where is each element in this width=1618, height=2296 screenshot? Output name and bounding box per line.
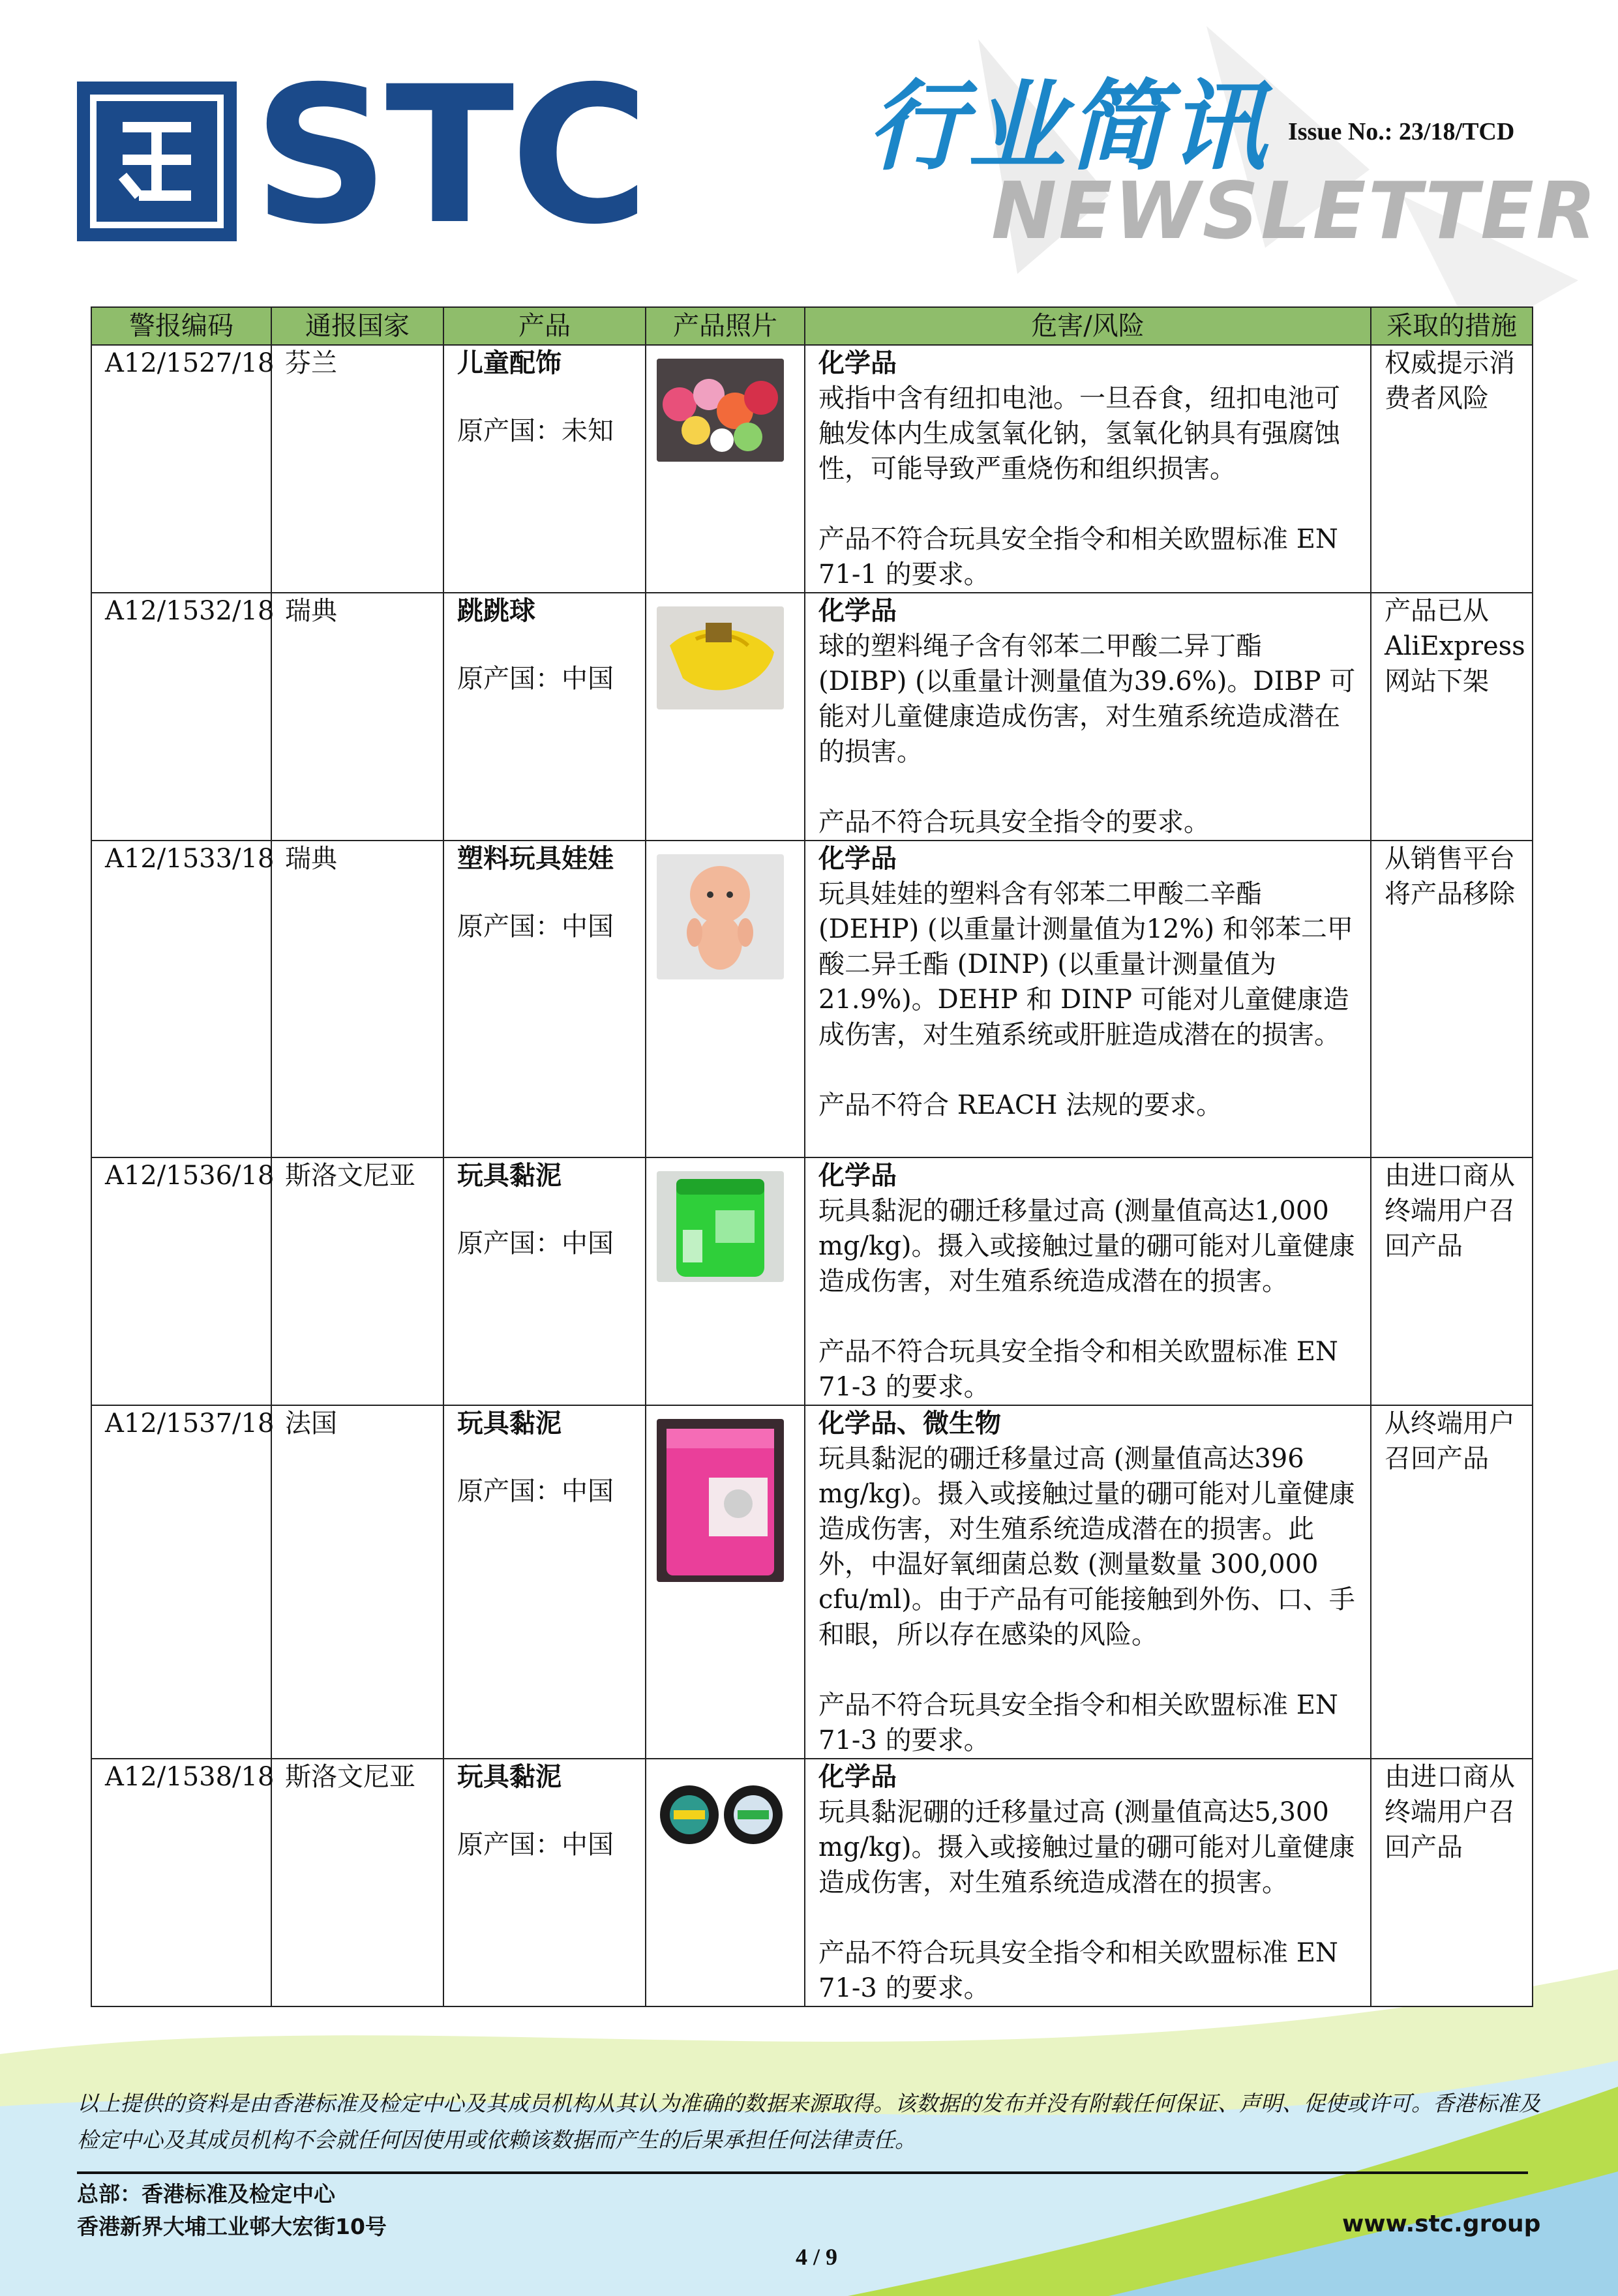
product-cell	[443, 1405, 646, 1759]
column-header-product: 产品	[443, 307, 646, 345]
compliance-note: 产品不符合 REACH 法规的要求。	[818, 1090, 1223, 1120]
product-name: 玩具黏泥	[457, 1408, 562, 1439]
photo-cell	[646, 1759, 805, 2006]
product-origin: 原产国：中国	[457, 1476, 614, 1506]
slime-tins-photo	[657, 1779, 784, 1851]
measure-taken: 从销售平台将产品移除	[1371, 841, 1533, 1157]
photo-cell	[646, 593, 805, 841]
hazard-cell	[805, 1157, 1371, 1405]
photo-cell	[646, 1157, 805, 1405]
hazard-description: 玩具黏泥的硼迁移量过高 (测量值高达1,000 mg/kg)。摄入或接触过量的硼可能对儿童健康造成伤害，对生殖系统造成潜在的损害。	[818, 1196, 1355, 1296]
product-origin: 原产国：中国	[457, 664, 614, 694]
product-name: 儿童配饰	[457, 348, 562, 378]
plastic-doll-photo	[657, 854, 784, 979]
notifying-country: 芬兰	[271, 345, 443, 593]
stc-logo	[77, 46, 683, 266]
hazard-category: 化学品	[818, 348, 897, 378]
alerts-table	[91, 306, 1533, 2007]
table-row	[91, 1759, 1533, 2006]
alert-code: A12/1527/18	[91, 345, 271, 593]
footer-divider	[77, 2171, 1528, 2174]
table-row	[91, 1405, 1533, 1759]
measure-taken: 从终端用户召回产品	[1371, 1405, 1533, 1759]
product-origin: 原产国：中国	[457, 1830, 614, 1860]
hazard-cell	[805, 841, 1371, 1157]
logo-text: STC	[253, 46, 646, 266]
product-cell	[443, 345, 646, 593]
notifying-country: 斯洛文尼亚	[271, 1157, 443, 1405]
notifying-country: 瑞典	[271, 841, 443, 1157]
website-link[interactable]: www.stc.group	[1342, 2211, 1541, 2237]
table-row	[91, 345, 1533, 593]
measure-taken: 权威提示消费者风险	[1371, 345, 1533, 593]
compliance-note: 产品不符合玩具安全指令和相关欧盟标准 EN 71-1 的要求。	[818, 524, 1338, 589]
headquarters-address	[77, 2178, 387, 2243]
address-line: 香港新界大埔工业邨大宏街10号	[77, 2214, 387, 2239]
hazard-category: 化学品	[818, 1761, 897, 1792]
hazard-description: 戒指中含有纽扣电池。一旦吞食，纽扣电池可触发体内生成氢氧化钠，氢氧化钠具有强腐蚀性，可能导致严重烧伤和组织损害。	[818, 383, 1340, 484]
hazard-description: 球的塑料绳子含有邻苯二甲酸二异丁酯 (DIBP) (以重量计测量值为39.6%)。DIBP 可能对儿童健康造成伤害，对生殖系统造成潜在的损害。	[818, 631, 1356, 767]
alert-code: A12/1536/18	[91, 1157, 271, 1405]
table-row	[91, 1157, 1533, 1405]
hazard-category: 化学品	[818, 595, 897, 626]
hazard-cell	[805, 1405, 1371, 1759]
hazard-cell	[805, 593, 1371, 841]
product-cell	[443, 1759, 646, 2006]
product-name: 塑料玩具娃娃	[457, 843, 614, 874]
bouncing-ball-photo	[657, 606, 784, 709]
table-header-row	[91, 307, 1533, 345]
product-name: 玩具黏泥	[457, 1160, 562, 1191]
children-accessories-photo	[657, 359, 784, 462]
hazard-description: 玩具黏泥的硼迁移量过高 (测量值高达396 mg/kg)。摄入或接触过量的硼可能对儿童健康造成伤害，对生殖系统造成潜在的损害。此外，中温好氧细菌总数 (测量数量 300,000 cfu/ml)。由于产品有可能接触到外伤、口、手和眼，所以存在感染的风险。	[818, 1444, 1355, 1650]
hazard-description: 玩具娃娃的塑料含有邻苯二甲酸二辛酯 (DEHP) (以重量计测量值为12%) 和邻苯二甲酸二异壬酯 (DINP) (以重量计测量值为 21.9%)。DEHP 和 DINP 可能对儿童健康造成伤害，对生殖系统或肝脏造成潜在的损害。	[818, 879, 1353, 1050]
product-cell	[443, 1157, 646, 1405]
compliance-note: 产品不符合玩具安全指令和相关欧盟标准 EN 71-3 的要求。	[818, 1690, 1338, 1755]
alert-code: A12/1533/18	[91, 841, 271, 1157]
stc-logo-mark	[77, 82, 237, 241]
product-cell	[443, 841, 646, 1157]
hazard-category: 化学品	[818, 843, 897, 874]
hazard-category: 化学品	[818, 1160, 897, 1191]
table-row	[91, 593, 1533, 841]
pink-slime-photo	[657, 1419, 784, 1582]
headquarters-label: 总部：香港标准及检定中心	[77, 2181, 335, 2207]
measure-taken: 由进口商从终端用户召回产品	[1371, 1157, 1533, 1405]
table-row	[91, 841, 1533, 1157]
compliance-note: 产品不符合玩具安全指令的要求。	[818, 807, 1210, 837]
hazard-cell	[805, 1759, 1371, 2006]
product-cell	[443, 593, 646, 841]
alert-code: A12/1537/18	[91, 1405, 271, 1759]
product-origin: 原产国：未知	[457, 416, 614, 446]
alert-code: A12/1538/18	[91, 1759, 271, 2006]
column-header-code: 警报编码	[91, 307, 271, 345]
column-header-hazard: 危害/风险	[805, 307, 1371, 345]
product-name: 跳跳球	[457, 595, 535, 626]
page-number: 4 / 9	[796, 2244, 838, 2270]
hazard-description: 玩具黏泥硼的迁移量过高 (测量值高达5,300 mg/kg)。摄入或接触过量的硼可能对儿童健康造成伤害，对生殖系统造成潜在的损害。	[818, 1797, 1355, 1898]
hazard-cell	[805, 345, 1371, 593]
notifying-country: 法国	[271, 1405, 443, 1759]
alert-code: A12/1532/18	[91, 593, 271, 841]
product-name: 玩具黏泥	[457, 1761, 562, 1792]
green-slime-photo	[657, 1171, 784, 1282]
column-header-country: 通报国家	[271, 307, 443, 345]
notifying-country: 斯洛文尼亚	[271, 1759, 443, 2006]
issue-number: Issue No.: 23/18/TCD	[1288, 118, 1515, 145]
notifying-country: 瑞典	[271, 593, 443, 841]
measure-taken: 产品已从 AliExpress 网站下架	[1371, 593, 1533, 841]
measure-taken: 由进口商从终端用户召回产品	[1371, 1759, 1533, 2006]
photo-cell	[646, 1405, 805, 1759]
compliance-note: 产品不符合玩具安全指令和相关欧盟标准 EN 71-3 的要求。	[818, 1337, 1338, 1402]
column-header-measure: 采取的措施	[1371, 307, 1533, 345]
hazard-category: 化学品、微生物	[818, 1408, 1001, 1439]
product-origin: 原产国：中国	[457, 1229, 614, 1259]
product-origin: 原产国：中国	[457, 912, 614, 942]
photo-cell	[646, 841, 805, 1157]
disclaimer: 以上提供的资料是由香港标准及检定中心及其成员机构从其认为准确的数据来源取得。该数据的发布并没有附载任何保证、声明、促使或许可。香港标准及检定中心及其成员机构不会就任何因使用或依赖该数据而产生的后果承担任何法律责任。	[77, 2091, 1540, 2153]
compliance-note: 产品不符合玩具安全指令和相关欧盟标准 EN 71-3 的要求。	[818, 1938, 1338, 2003]
newsletter-title-cn: 行业简讯	[867, 70, 1270, 184]
photo-cell	[646, 345, 805, 593]
column-header-photo: 产品照片	[646, 307, 805, 345]
newsletter-title-en: NEWSLETTER	[991, 166, 1598, 257]
